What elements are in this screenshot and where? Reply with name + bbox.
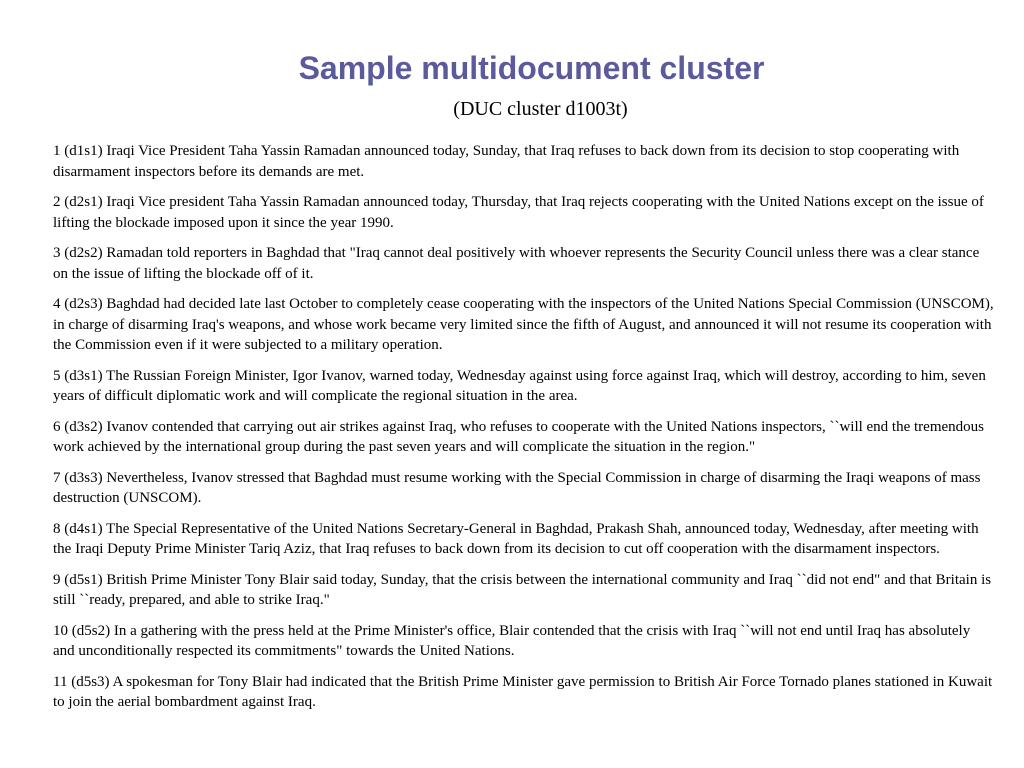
sentence-2: 2 (d2s1) Iraqi Vice president Taha Yassin Ramadan announced today, Thursday, that Iraq rejects cooperating with the United Nations except on the issue of lifting the blockade imposed upon it since the year 1990. xyxy=(53,194,984,231)
slide-title: Sample multidocument cluster xyxy=(298,50,765,86)
sentence-11: 11 (d5s3) A spokesman for Tony Blair had indicated that the British Prime Minister gave permission to British Air Force Tornado planes stationed in Kuwait to join the aerial bombardment against Iraq. xyxy=(53,673,993,710)
sentence-4: 4 (d2s3) Baghdad had decided late last October to completely cease cooperating with the inspectors of the United Nations Special Commission (UNSCOM), in charge of disarming Iraq's weapons, and whose work became very limited since the fifth of August, and announced it will not resume its cooperation with the Commission even if it were subjected to a military operation. xyxy=(53,296,994,353)
sentence-10: 10 (d5s2) In a gathering with the press held at the Prime Minister's office, Blair contended that the crisis with Iraq ``will not end until Iraq has absolutely and unconditionally respected its commitments" towards the United Nations. xyxy=(53,622,971,659)
sentence-8: 8 (d4s1) The Special Representative of the United Nations Secretary-General in Baghdad, Prakash Shah, announced today, Wednesday, after meeting with the Iraqi Deputy Prime Minister Tariq Aziz, that Iraq refuses to back down from its decision to cut off cooperation with the disarmament inspectors. xyxy=(53,520,979,557)
slide-subtitle: (DUC cluster d1003t) xyxy=(453,98,628,120)
sentence-7: 7 (d3s3) Nevertheless, Ivanov stressed that Baghdad must resume working with the Special Commission in charge of disarming the Iraqi weapons of mass destruction (UNSCOM). xyxy=(53,469,981,506)
sentence-list xyxy=(53,141,994,713)
sentence-5: 5 (d3s1) The Russian Foreign Minister, Igor Ivanov, warned today, Wednesday against using force against Iraq, which will destroy, according to him, seven years of difficult diplomatic work and will complicate the regional situation in the area. xyxy=(53,367,986,404)
sentence-1: 1 (d1s1) Iraqi Vice President Taha Yassin Ramadan announced today, Sunday, that Iraq refuses to back down from its decision to stop cooperating with disarmament inspectors before its demands are met. xyxy=(53,143,960,180)
sentence-9: 9 (d5s1) British Prime Minister Tony Blair said today, Sunday, that the crisis between the international community and Iraq ``did not end" and that Britain is still ``ready, prepared, and able to strike Iraq." xyxy=(53,571,992,608)
sentence-3: 3 (d2s2) Ramadan told reporters in Baghdad that "Iraq cannot deal positively with whoever represents the Security Council unless there was a clear stance on the issue of lifting the blockade off of it. xyxy=(53,245,980,282)
sentence-6: 6 (d3s2) Ivanov contended that carrying out air strikes against Iraq, who refuses to cooperate with the United Nations inspectors, ``will end the tremendous work achieved by the international group during the past seven years and will complicate the situation in the region." xyxy=(53,418,984,455)
